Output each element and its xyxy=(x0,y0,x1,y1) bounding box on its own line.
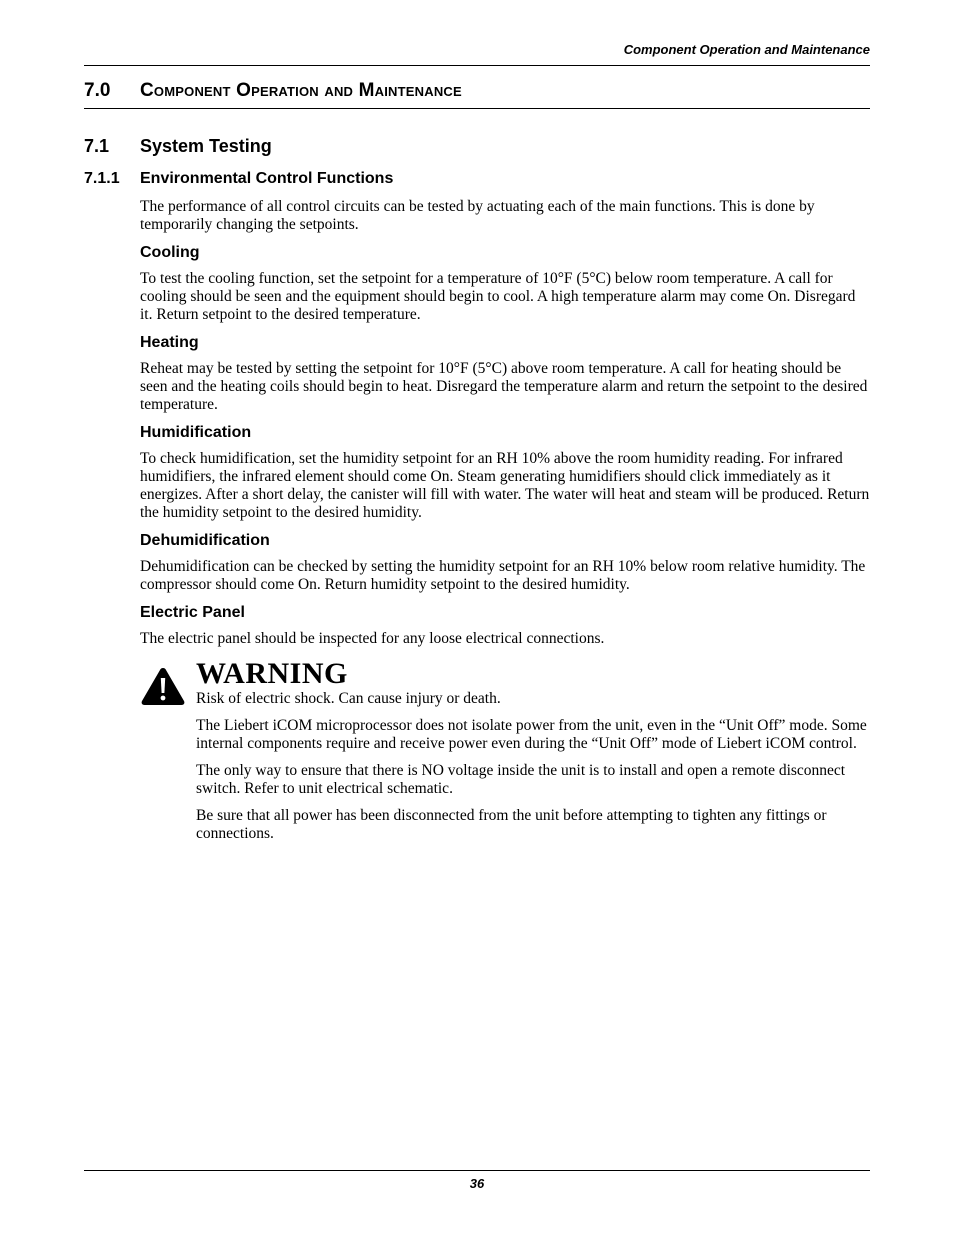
electric-panel-heading: Electric Panel xyxy=(140,604,245,621)
section-heading xyxy=(84,136,272,157)
dehumidification-heading: Dehumidification xyxy=(140,532,270,549)
humidification-paragraph: To check humidification, set the humidity setpoint for an RH 10% above the room humidity reading. For infrared humidifiers, the infrared element should come On. Steam generating humidifiers should click immediately as it energizes. After a short delay, the canister will fill with water. The water will heat and steam will be produced. Return the humidity setpoint to the desired humidity. xyxy=(140,450,870,521)
warning-box xyxy=(140,658,870,843)
cooling-paragraph: To test the cooling function, set the setpoint for a temperature of 10°F (5°C) below room temperature. A call for cooling should be seen and the equipment should begin to cool. A high temperature alarm may come On. Disregard it. Return setpoint to the desired temperature. xyxy=(140,270,856,323)
header-rule xyxy=(84,65,870,66)
subsection-title: Environmental Control Functions xyxy=(140,170,394,187)
running-header: Component Operation and Maintenance xyxy=(623,42,870,57)
body-content xyxy=(140,198,870,852)
intro-paragraph: The performance of all control circuits can be tested by actuating each of the main functions. This is done by temporarily changing the setpoints. xyxy=(140,198,815,233)
section-number: 7.1 xyxy=(84,136,110,156)
warning-triangle-icon xyxy=(140,666,186,706)
chapter-title-text: Component Operation and Maintenance xyxy=(140,80,462,101)
warning-title: WARNING xyxy=(196,657,348,690)
chapter-number: 7.0 xyxy=(84,80,111,101)
warning-paragraph-2: The only way to ensure that there is NO voltage inside the unit is to install and open a remote disconnect switch. Refer to unit electrical schematic. xyxy=(196,762,846,797)
cooling-heading: Cooling xyxy=(140,244,200,261)
electric-panel-paragraph: The electric panel should be inspected for any loose electrical connections. xyxy=(140,630,605,647)
dehumidification-paragraph: Dehumidification can be checked by setting the humidity setpoint for an RH 10% below room relative humidity. The compressor should come On. Return humidity setpoint to the desired humidity. xyxy=(140,558,866,593)
chapter-title xyxy=(84,80,462,102)
warning-paragraph-1: The Liebert iCOM microprocessor does not isolate power from the unit, even in the “Unit Off” mode. Some internal components require and receive power even during the “Unit Off” mode of Liebert iCOM control. xyxy=(196,717,867,752)
subsection-heading xyxy=(84,170,393,188)
page-number: 36 xyxy=(469,1176,485,1191)
warning-lead: Risk of electric shock. Can cause injury or death. xyxy=(196,690,501,707)
subsection-number: 7.1.1 xyxy=(84,170,120,187)
humidification-heading: Humidification xyxy=(140,424,252,441)
heating-heading: Heating xyxy=(140,334,199,351)
footer-rule xyxy=(84,1170,870,1171)
heating-paragraph: Reheat may be tested by setting the setpoint for 10°F (5°C) above room temperature. A call for heating should be seen and the heating coils should begin to heat. Disregard the temperature alarm and return the setpoint to the desired temperature. xyxy=(140,360,868,413)
warning-body xyxy=(196,658,870,843)
chapter-rule xyxy=(84,108,870,109)
section-title: System Testing xyxy=(140,136,272,156)
warning-paragraph-3: Be sure that all power has been disconnected from the unit before attempting to tighten any fittings or connections. xyxy=(196,807,827,842)
